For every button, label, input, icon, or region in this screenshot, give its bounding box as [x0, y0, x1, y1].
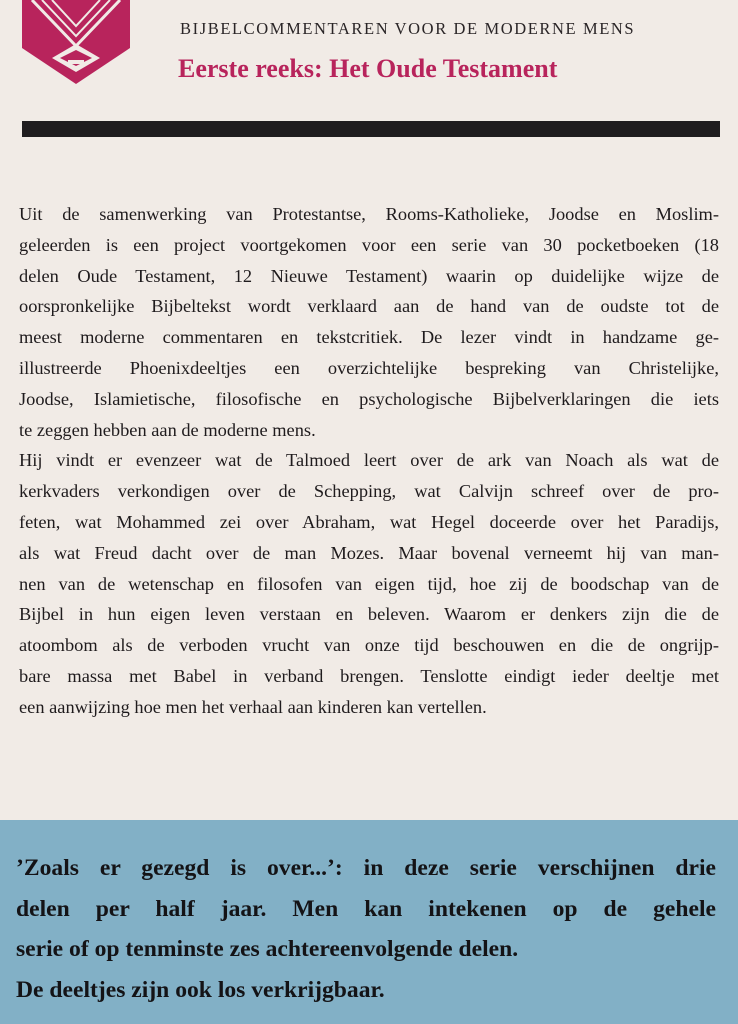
text-line: Uit de samenwerking van Protestantse, Rooms-Katholieke, Joodse en Moslim-: [19, 204, 719, 224]
series-subtitle: Eerste reeks: Het Oude Testament: [178, 54, 558, 83]
notice-text: [16, 848, 716, 1010]
text-line: Joodse, Islamietische, filosofische en psychologische Bijbelverklaringen die iets: [19, 388, 719, 409]
text-line: meest moderne commentaren en tekstcritiek. De lezer vindt in handzame ge-: [19, 327, 719, 348]
text-line: een aanwijzing hoe men het verhaal aan kinderen kan vertellen.: [19, 696, 487, 717]
text-line: feten, wat Mohammed zei over Abraham, wat Hegel doceerde over het Paradijs,: [19, 511, 719, 532]
description-text: [19, 199, 719, 723]
text-line: oorspronkelijke Bijbeltekst wordt verklaard aan de hand van de oudste tot de: [19, 296, 719, 317]
text-line: atoombom als de verboden vrucht van onze tijd beschouwen en die de ongrijp-: [19, 635, 719, 656]
text-line: nen van de wetenschap en filosofen van eigen tijd, hoe zij de boodschap van de: [19, 573, 719, 594]
text-line: Hij vindt er evenzeer wat de Talmoed leert over de ark van Noach als wat de: [19, 450, 719, 471]
text-line: kerkvaders verkondigen over de Schepping, wat Calvijn schreef over de pro-: [19, 481, 719, 502]
text-line: geleerden is een project voortgekomen voor een serie van 30 pocketboeken (18: [19, 234, 719, 255]
notice-line: serie of op tenminste zes achtereenvolgende delen.: [16, 936, 519, 962]
text-line: delen Oude Testament, 12 Nieuwe Testament) waarin op duidelijke wijze de: [19, 265, 719, 286]
phoenix-emblem-icon: [18, 0, 134, 84]
text-line: bare massa met Babel in verband brengen. Tenslotte eindigt ieder deeltje met: [19, 665, 719, 686]
notice-line: delen per half jaar. Men kan intekenen op de gehele: [16, 895, 716, 922]
header-divider: [22, 121, 720, 137]
notice-line: ’Zoals er gezegd is over...’: in deze serie verschijnen drie: [16, 855, 716, 881]
notice-line: De deeltjes zijn ook los verkrijgbaar.: [16, 976, 385, 1003]
text-line: Bijbel in hun eigen leven verstaan en beleven. Waarom er denkers zijn die de: [19, 604, 719, 625]
text-line: als wat Freud dacht over de man Mozes. Maar bovenal verneemt hij van man-: [19, 542, 719, 563]
text-line: te zeggen hebben aan de moderne mens.: [19, 419, 316, 440]
series-title: BIJBELCOMMENTAREN VOOR DE MODERNE MENS: [180, 19, 636, 38]
text-line: illustreerde Phoenixdeeltjes een overzichtelijke bespreking van Christelijke,: [19, 357, 719, 378]
